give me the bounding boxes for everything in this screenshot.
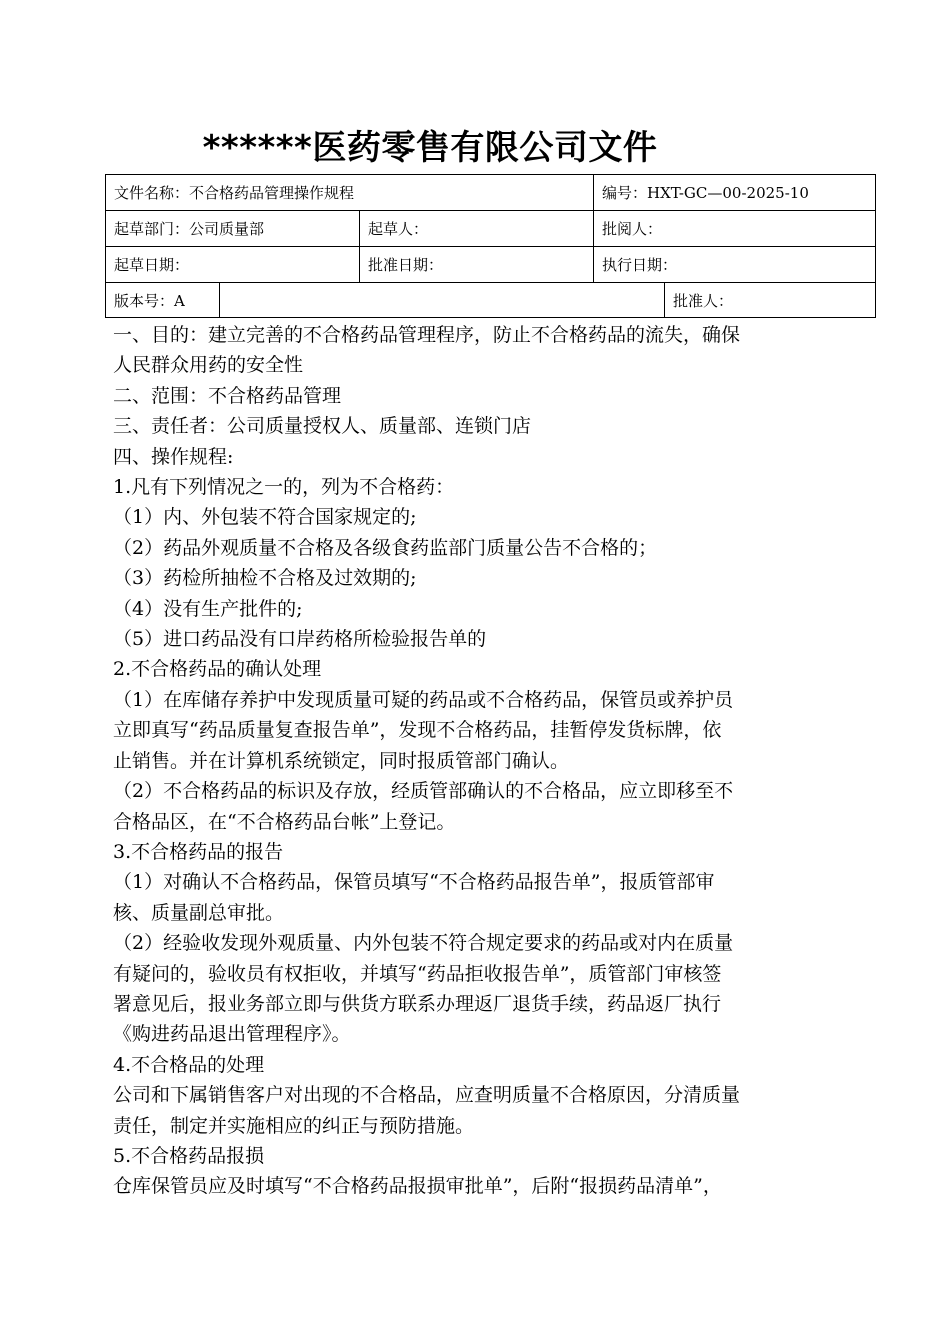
drafter-cell: 起草人： (360, 211, 594, 247)
body-line: 2.不合格药品的确认处理 (113, 658, 322, 681)
file-name-cell: 文件名称：不合格药品管理操作规程 (106, 175, 594, 211)
body-line: 署意见后，报业务部立即与供货方联系办理返厂退货手续，药品返厂执行 (113, 992, 722, 1015)
body-line: 合格品区，在“不合格药品台帐”上登记。 (113, 810, 456, 833)
body-line: 人民群众用药的安全性 (113, 354, 304, 377)
body-line: 5.不合格药品报损 (113, 1144, 265, 1167)
body-line: （1）在库储存养护中发现质量可疑的药品或不合格药品，保管员或养护员 (113, 688, 734, 711)
body-line: 止销售。并在计算机系统锁定，同时报质管部门确认。 (113, 749, 570, 772)
body-line: （5）进口药品没有口岸药格所检验报告单的 (113, 628, 487, 651)
draft-date-cell: 起草日期： (106, 247, 360, 283)
document-header-table (105, 174, 876, 318)
body-line: （2）不合格药品的标识及存放，经质管部确认的不合格品，应立即移至不 (113, 780, 734, 803)
body-line: 3.不合格药品的报告 (113, 840, 284, 863)
body-line: （1）内、外包装不符合国家规定的; (113, 506, 417, 529)
document-title: ******医药零售有限公司文件 (202, 128, 658, 168)
body-line: 一、目的：建立完善的不合格药品管理程序，防止不合格药品的流失，确保 (113, 324, 741, 346)
body-line: 4.不合格品的处理 (113, 1053, 265, 1076)
body-line: 三、责任者：公司质量授权人、质量部、连锁门店 (113, 415, 532, 438)
reviewer-cell: 批阅人： (594, 211, 876, 247)
version-cell: 版本号：A (106, 283, 220, 318)
body-line: 立即真写“药品质量复查报告单”，发现不合格药品，挂暂停发货标牌，依 (113, 719, 722, 742)
approver-cell: 批准人： (665, 283, 876, 318)
exec-date-cell: 执行日期： (594, 247, 876, 283)
approve-date-cell: 批准日期： (360, 247, 594, 283)
body-line: （3）药检所抽检不合格及过效期的; (113, 567, 417, 590)
body-line: 1.凡有下列情况之一的，列为不合格药： (113, 476, 455, 499)
body-line: （2）经验收发现外观质量、内外包装不符合规定要求的药品或对内在质量 (113, 932, 734, 955)
body-line: （2）药品外观质量不合格及各级食药监部门质量公告不合格的； (113, 536, 658, 559)
body-line: 四、操作规程: (113, 445, 234, 468)
version-blank-cell (220, 283, 665, 318)
doc-number-cell: 编号：HXT-GC—00-2025-10 (594, 175, 876, 211)
body-line: 二、范围：不合格药品管理 (113, 384, 342, 407)
draft-dept-cell: 起草部门：公司质量部 (106, 211, 360, 247)
document-body (113, 320, 873, 1202)
body-line: （4）没有生产批件的; (113, 597, 303, 620)
body-line: 《购进药品退出管理程序》。 (113, 1023, 351, 1046)
body-line: （1）对确认不合格药品，保管员填写“不合格药品报告单”，报质管部审 (113, 871, 715, 894)
body-line: 核、质量副总审批。 (113, 901, 285, 924)
body-line: 公司和下属销售客户对出现的不合格品，应查明质量不合格原因，分清质量 (113, 1084, 741, 1107)
body-line: 责任，制定并实施相应的纠正与预防措施。 (113, 1114, 475, 1137)
body-line: 有疑问的，验收员有权拒收，并填写“药品拒收报告单”，质管部门审核签 (113, 962, 722, 985)
body-line: 仓库保管员应及时填写“不合格药品报损审批单”，后附“报损药品清单”， (113, 1175, 722, 1198)
